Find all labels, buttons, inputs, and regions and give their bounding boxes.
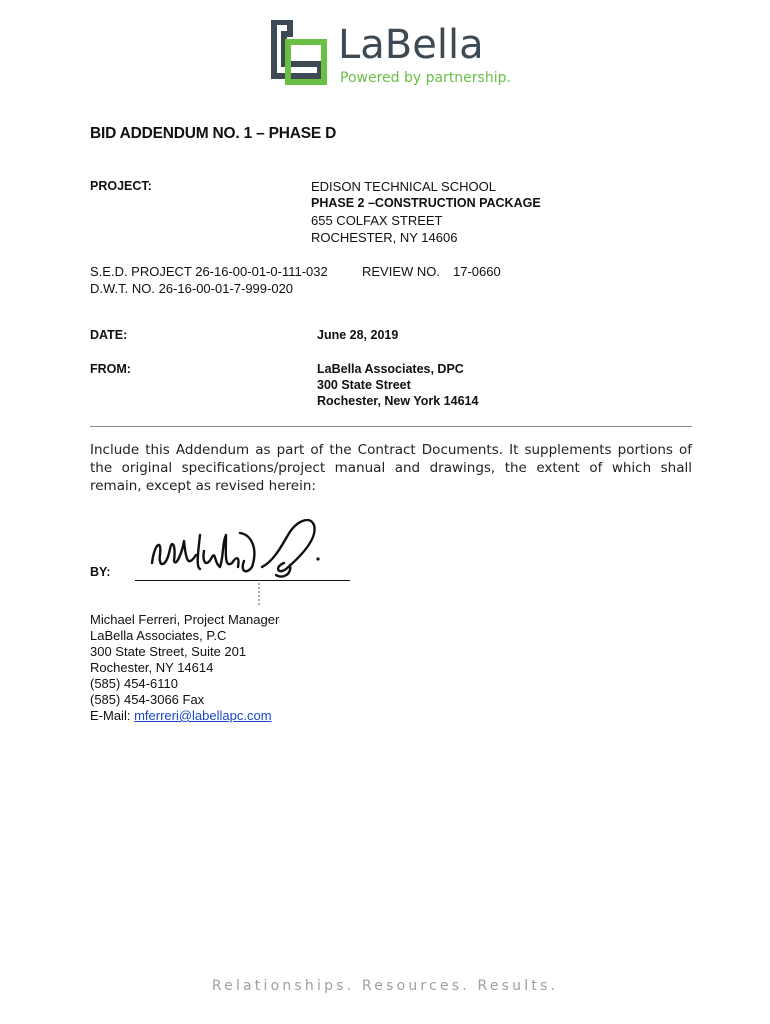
divider	[90, 426, 692, 427]
project-line-3: 655 COLFAX STREET	[311, 213, 443, 228]
dwt-number: D.W.T. NO. 26-16-00-01-7-999-020	[90, 281, 294, 296]
email-link[interactable]: mferreri@labellapc.com	[134, 708, 272, 723]
project-line-2: PHASE 2 –CONSTRUCTION PACKAGE	[311, 196, 541, 210]
date-value: June 28, 2019	[317, 328, 399, 342]
from-label: FROM:	[90, 362, 131, 376]
document-title: BID ADDENDUM NO. 1 – PHASE D	[90, 125, 337, 142]
project-line-1: EDISON TECHNICAL SCHOOL	[311, 179, 496, 194]
footer-slogan: Relationships. Resources. Results.	[211, 978, 559, 994]
logo-mark-icon	[270, 20, 330, 86]
project-line-4: ROCHESTER, NY 14606	[311, 230, 458, 245]
contact-street: 300 State Street, Suite 201	[90, 644, 247, 659]
contact-company: LaBella Associates, P.C	[90, 628, 227, 643]
signature-icon	[140, 505, 355, 625]
from-line-1: LaBella Associates, DPC	[317, 362, 464, 376]
from-line-3: Rochester, New York 14614	[317, 394, 479, 408]
contact-name: Michael Ferreri, Project Manager	[90, 612, 280, 627]
sed-project-number: S.E.D. PROJECT 26-16-00-01-0-111-032	[90, 264, 328, 279]
by-label: BY:	[90, 565, 111, 579]
email-label: E-Mail:	[90, 708, 135, 723]
signature-line	[135, 580, 350, 581]
contact-block	[90, 612, 279, 724]
contact-phone: (585) 454-6110	[90, 676, 178, 691]
date-label: DATE:	[90, 328, 128, 342]
logo-name: LaBella	[338, 22, 484, 68]
company-logo	[270, 20, 520, 90]
addendum-paragraph: Include this Addendum as part of the Contract Documents. It supplements portions of the original specifications/project manual and drawings, the extent of which shall remain, except as revised herein:	[90, 442, 692, 494]
review-number: 17-0660	[453, 264, 501, 279]
contact-city: Rochester, NY 14614	[90, 660, 214, 675]
project-label: PROJECT:	[90, 179, 152, 193]
contact-fax: (585) 454-3066 Fax	[90, 692, 205, 707]
from-line-2: 300 State Street	[317, 378, 411, 392]
contact-email-row	[90, 708, 279, 724]
logo-tagline: Powered by partnership.	[340, 70, 511, 86]
review-label: REVIEW NO.	[362, 264, 441, 279]
